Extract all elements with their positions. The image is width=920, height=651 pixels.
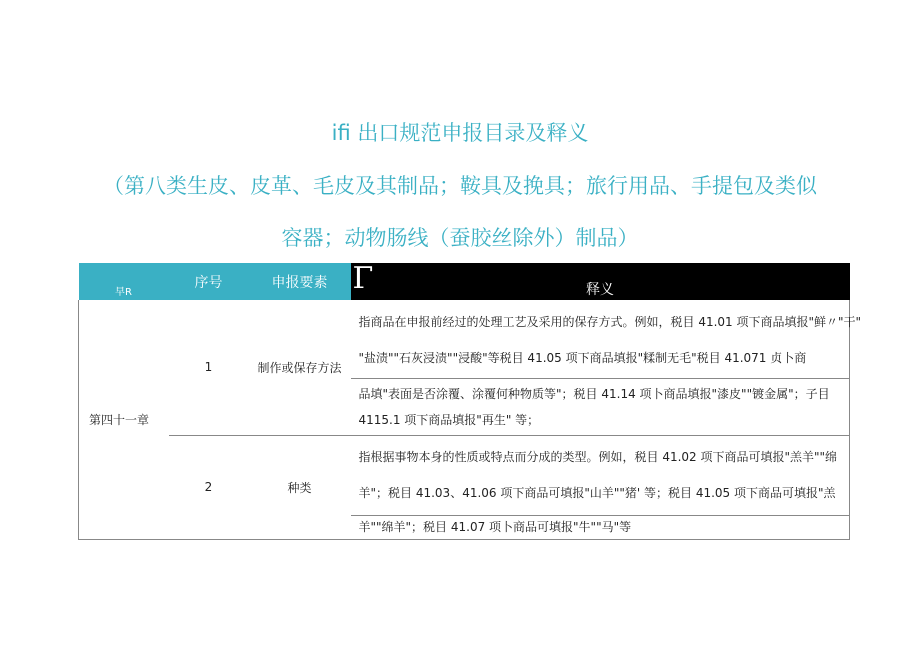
document-subtitle-line-2: 容器；动物肠线（蚕胶丝除外）制品） [281, 226, 639, 250]
definition-line: 品填"表面是否涂覆、涂覆何种物质等"；税目 41.14 项卜商品填报"漆皮""镀金属"；子目 [358, 386, 830, 401]
element-cell: 种类 [249, 435, 351, 539]
definition-cell [351, 515, 850, 539]
declaration-table [78, 261, 862, 540]
definition-cell [351, 435, 850, 515]
header-definition [351, 263, 850, 300]
definition-cell [351, 300, 862, 378]
definition-line: 指根据事物本身的性质或特点而分成的类型。例如，税目 41.02 项下商品可填报"羔羊""绵 [358, 450, 838, 464]
definition-line: 羊"；税目 41.03、41.06 项下商品可填报"山羊""猪' 等；税目 41.05 项下商品可填报"羔 [358, 486, 836, 500]
table-row [79, 300, 850, 378]
header-chapter: 早R [79, 263, 169, 300]
header-definition-label: 释义 [586, 282, 614, 298]
chapter-cell: 第四十一章 [79, 300, 169, 539]
document-title: ifi 出口规范申报目录及释义 [331, 121, 589, 145]
document-subtitle-line-1: （第八类生皮、皮革、毛皮及其制品；鞍具及挽具；旅行用品、手提包及类似 [103, 174, 817, 198]
definition-line: 4115.1 项下商品填报"再生" 等； [358, 412, 540, 427]
header-element: 申报要素 [249, 263, 351, 300]
header-seq: 序号 [169, 263, 249, 300]
seq-cell: 2 [169, 435, 249, 539]
definition-line: 指商品在申报前经过的处理工艺及采用的保存方式。例如，税目 41.01 项下商品填报"鲜〃"干" [358, 315, 862, 330]
element-cell: 制作或保存方法 [257, 360, 342, 375]
definition-cell [351, 378, 850, 435]
header-mark: Γ [352, 261, 374, 296]
definition-line: 羊""绵羊"；税目 41.07 项卜商品可填报"牛""马"等 [358, 520, 632, 534]
definition-line: "盐渍""石灰浸渍""浸酸"等税目 41.05 项下商品填报"糅制无毛"税目 41.071 贞卜商 [358, 351, 807, 366]
table-header-row [79, 263, 850, 300]
table-row [79, 435, 850, 515]
seq-cell: 1 [204, 360, 213, 375]
